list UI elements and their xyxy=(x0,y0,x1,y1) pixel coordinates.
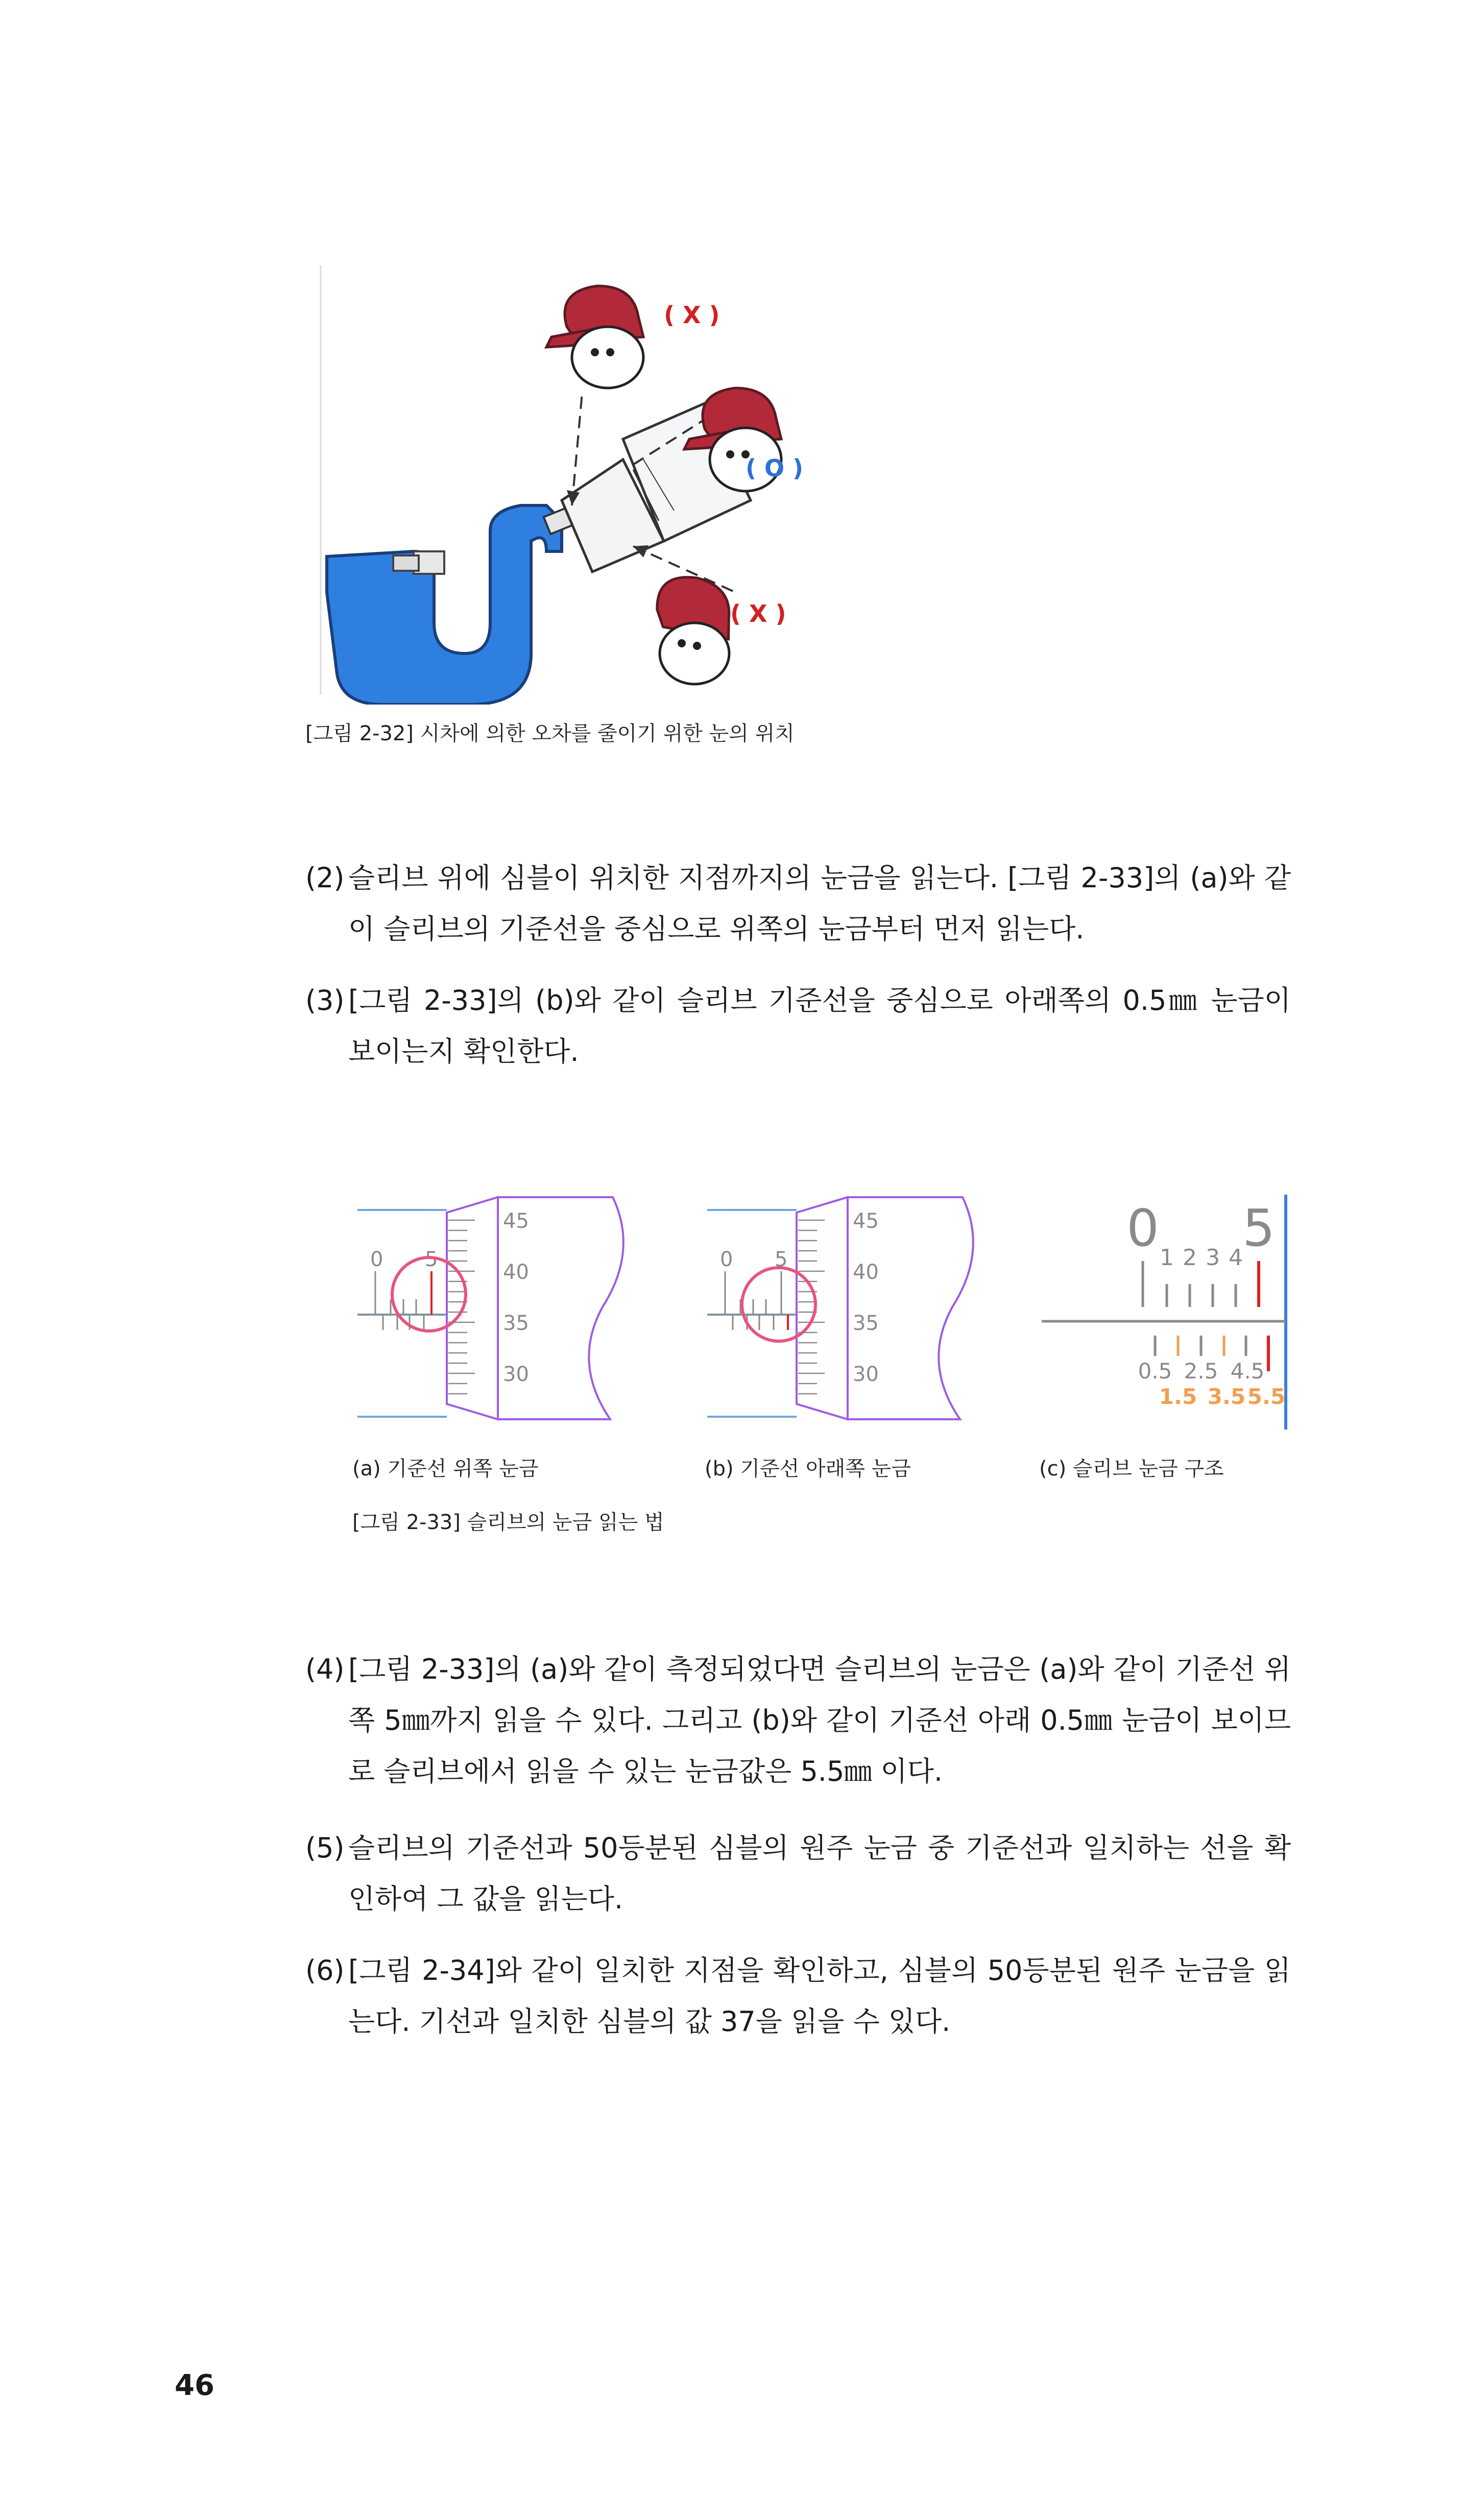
paragraph-6 xyxy=(305,1945,1291,2047)
structure-lower-2.5: 2.5 xyxy=(1184,1359,1218,1384)
figure-2-32-illustration xyxy=(306,265,868,705)
structure-main-0: 0 xyxy=(1126,1198,1159,1258)
thimble-label-30: 30 xyxy=(503,1363,529,1386)
sleeve-label-5: 5 xyxy=(425,1248,438,1271)
mark-wrong-top-text: ( X ) xyxy=(664,301,720,329)
paragraph-3-number: (3) xyxy=(305,984,345,1016)
structure-small-2: 2 xyxy=(1183,1245,1197,1271)
micrometer-frame xyxy=(327,505,562,705)
paragraph-2-number: (2) xyxy=(305,862,345,894)
page-number: 46 xyxy=(175,2369,214,2402)
figure-2-33c-caption: (c) 슬리브 눈금 구조 xyxy=(1039,1457,1224,1481)
observer-head-top xyxy=(546,286,643,388)
paragraph-4-text: [그림 2-33]의 (a)와 같이 측정되었다면 슬리브의 눈금은 (a)와 같이 기준선 위쪽 5㎜까지 읽을 수 있다. 그리고 (b)와 같이 기준선 아래 0.5㎜ 눈금이 보이므로 슬리브에서 읽을 수 있는 눈금값은 5.5㎜ 이다. xyxy=(348,1653,1291,1787)
structure-main-5: 5 xyxy=(1242,1198,1275,1258)
mark-wrong-top xyxy=(664,301,720,329)
structure-lower-1.5: 1.5 xyxy=(1159,1384,1197,1409)
thimble-label-40: 40 xyxy=(503,1261,529,1284)
structure-small-3: 3 xyxy=(1206,1245,1220,1271)
structure-lower-3.5: 3.5 xyxy=(1207,1384,1246,1409)
structure-small-4: 4 xyxy=(1229,1245,1243,1271)
sleeve-label-0: 0 xyxy=(720,1248,733,1271)
paragraph-3 xyxy=(305,975,1291,1077)
figure-2-32-caption: [그림 2-32] 시차에 의한 오차를 줄이기 위한 눈의 위치 xyxy=(305,722,795,745)
paragraph-4-number: (4) xyxy=(305,1653,345,1685)
thimble-label-35: 35 xyxy=(503,1312,529,1335)
paragraph-6-text: [그림 2-34]와 같이 일치한 지점을 확인하고, 심블의 50등분된 원주 눈금을 읽는다. 기선과 일치한 심블의 값 37을 읽을 수 있다. xyxy=(348,1954,1291,2038)
thimble-label-45: 45 xyxy=(503,1209,529,1233)
mark-wrong-bottom-text: ( X ) xyxy=(730,600,786,627)
paragraph-5-number: (5) xyxy=(305,1832,345,1864)
paragraph-3-text: [그림 2-33]의 (b)와 같이 슬리브 기준선을 중심으로 아래쪽의 0.5㎜ 눈금이 보이는지 확인한다. xyxy=(348,984,1291,1068)
mark-correct-text: ( O ) xyxy=(746,454,804,482)
thimble-label-35: 35 xyxy=(853,1312,879,1335)
paragraph-2-text: 슬리브 위에 심블이 위치한 지점까지의 눈금을 읽는다. [그림 2-33]의 (a)와 같이 슬리브의 기준선을 중심으로 위쪽의 눈금부터 먼저 읽는다. xyxy=(348,862,1291,945)
thimble-label-45: 45 xyxy=(853,1209,879,1233)
structure-lower-0.5: 0.5 xyxy=(1138,1359,1172,1384)
figure-2-33c-sleeve-structure xyxy=(1042,1190,1297,1445)
mark-correct xyxy=(746,454,803,482)
paragraph-2 xyxy=(305,853,1291,955)
observer-head-bottom xyxy=(651,569,741,684)
figure-2-33-caption: [그림 2-33] 슬리브의 눈금 읽는 법 xyxy=(352,1511,664,1534)
structure-small-1: 1 xyxy=(1160,1245,1174,1271)
mark-wrong-bottom xyxy=(730,600,786,627)
paragraph-6-number: (6) xyxy=(305,1954,345,1986)
thimble-label-40: 40 xyxy=(853,1261,879,1284)
thimble-label-30: 30 xyxy=(853,1363,879,1386)
paragraph-4 xyxy=(305,1644,1291,1797)
figure-2-33b-caption: (b) 기준선 아래쪽 눈금 xyxy=(705,1457,911,1481)
paragraph-5 xyxy=(305,1823,1291,1925)
figure-2-33a-diagram xyxy=(352,1190,638,1424)
structure-lower-4.5: 4.5 xyxy=(1230,1359,1265,1384)
sleeve-label-5: 5 xyxy=(775,1248,788,1271)
figure-2-33b-diagram xyxy=(702,1190,988,1424)
sleeve-label-0: 0 xyxy=(370,1248,383,1271)
figure-2-33a-caption: (a) 기준선 위쪽 눈금 xyxy=(352,1457,539,1481)
structure-lower-5.5: 5.5 xyxy=(1247,1384,1286,1409)
paragraph-5-text: 슬리브의 기준선과 50등분된 심블의 원주 눈금 중 기준선과 일치하는 선을 확인하여 그 값을 읽는다. xyxy=(348,1832,1291,1915)
